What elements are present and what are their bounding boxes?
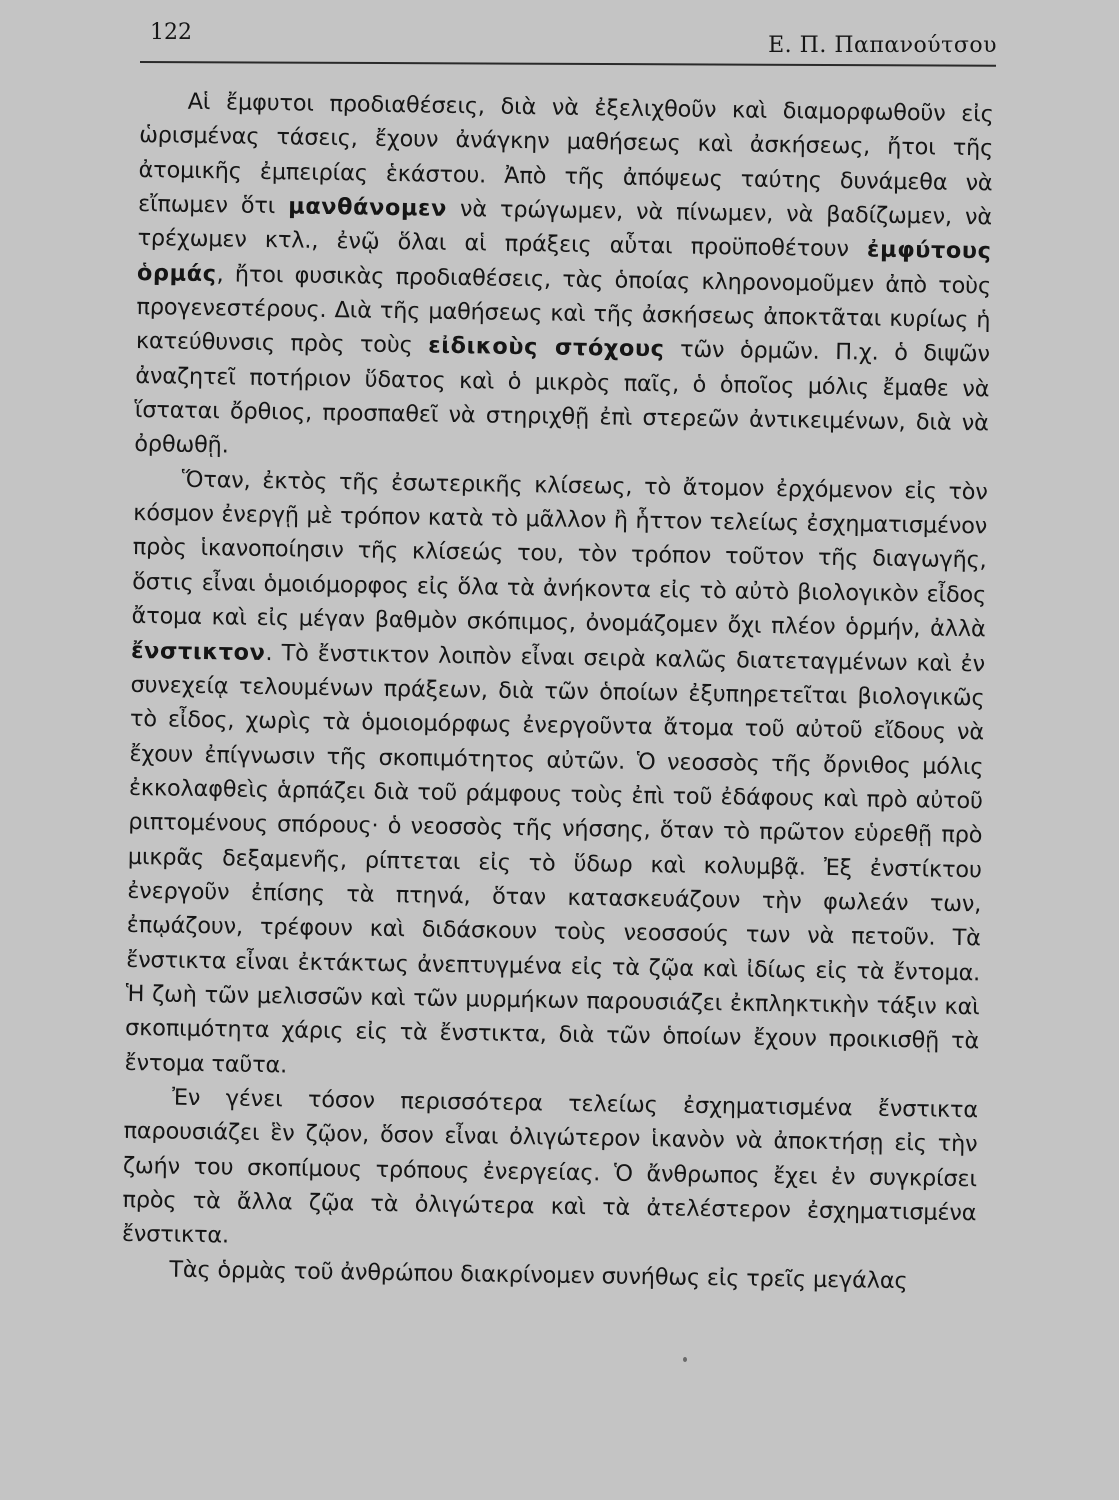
running-head: Ε. Π. Παπανούτσου	[768, 33, 997, 58]
text-run: . Τὸ ἔνστικτον λοιπὸν εἶναι σειρὰ καλῶς διατεταγμένων καὶ ἐν συνεχείᾳ τελουμένων πράξεων, διὰ τῶν ὁποίων ἐξυπηρετεῖται βιολογικῶς τὸ εἶδος, χωρὶς τὰ ὁμοιομόρφως ἐνεργοῦντα ἄτομα τοῦ αὐτοῦ εἴδους νὰ ἔχουν ἐπίγνωσιν τῆς σκοπιμότητος αὐτῶν. Ὁ νεοσσὸς τῆς ὄρνιθος μόλις ἐκκολαφθεὶς ἁρπάζει διὰ τοῦ ράμφους τοὺς ἐπὶ τοῦ ἐδάφους καὶ πρὸ αὐτοῦ ριπτομένους σπόρους· ὁ νεοσσὸς τῆς νήσσης, ὅταν τὸ πρῶτον εὑρεθῇ πρὸ μικρᾶς δεξαμενῆς, ρίπτεται εἰς τὸ ὕδωρ καὶ κολυμβᾷ. Ἐξ ἐνστίκτου ἐνεργοῦν ἐπίσης τὰ πτηνά, ὅταν κατασκευάζουν τὴν φωλεάν των, ἐπῳάζουν, τρέφουν καὶ διδάσκουν τοὺς νεοσσούς των νὰ πετοῦν. Τὰ ἔνστικτα εἶναι ἐκτάκτως ἀνεπτυγμένα εἰς τὰ ζῷα καὶ ἰδίως εἰς τὰ ἔντομα. Ἡ ζωὴ τῶν μελισσῶν καὶ τῶν μυρμήκων παρουσιάζει ἐκπληκτικὴν τάξιν καὶ σκοπιμότητα χάρις εἰς τὰ ἔνστικτα, διὰ τῶν ὁποίων ἔχουν προικισθῇ τὰ ἔντομα ταῦτα.	[124, 639, 986, 1079]
bold-term-emfytous-ormas: ἐμφύτους ὁρμάς	[136, 236, 992, 287]
paragraph-2	[124, 462, 988, 1094]
page-number: 122	[150, 20, 192, 45]
paragraph-1	[134, 84, 994, 475]
body-text	[121, 84, 994, 1299]
paragraph-4: Τὰς ὁρμὰς τοῦ ἀνθρώπου διακρίνομεν συνήθως εἰς τρεῖς μεγάλας	[169, 1256, 908, 1294]
paragraph-3: Ἐν γένει τόσον περισσότερα τελείως ἐσχηματισμένα ἔνστικτα παρουσιάζει ἓν ζῷον, ὅσον εἶναι ὀλιγώτερον ἱκανὸν νὰ ἀποκτήσῃ εἰς τὴν ζωήν του σκοπίμους τρόπους ἐνεργείας. Ὁ ἄνθρωπος ἔχει ἐν συγκρίσει πρὸς τὰ ἄλλα ζῷα τὰ ὀλιγώτερα καὶ τὰ ἀτελέστερον ἐσχηματισμένα ἔνστικτα.	[121, 1084, 979, 1249]
bold-term-enstikton: ἔνστικτον	[130, 637, 266, 666]
bold-term-eidikous-stochous: εἰδικοὺς στόχους	[428, 332, 665, 363]
text-run: νὰ τρώγωμεν, νὰ πίνωμεν, νὰ βαδίζωμεν, νὰ τρέχωμεν κτλ., ἐνῷ ὅλαι αἱ πράξεις αὗται προϋποθέτουν	[137, 195, 993, 263]
text-run: Αἱ ἔμφυτοι προδιαθέσεις, διὰ νὰ ἐξελιχθοῦν καὶ διαμορφωθοῦν εἰς ὡρισμένας τάσεις, ἔχουν ἀνάγκην μαθήσεως καὶ ἀσκήσεως, ἤτοι τῆς ἀτομικῆς ἐμπειρίας ἑκάστου. Ἀπὸ τῆς ἀπόψεως ταύτης δυνάμεθα νὰ εἴπωμεν ὅτι	[137, 88, 994, 220]
text-run: , ἤτοι φυσικὰς προδιαθέσεις, τὰς ὁποίας κληρονομοῦμεν ἀπὸ τοὺς προγενεστέρους. Διὰ τῆς μαθήσεως καὶ τῆς ἀσκήσεως ἀποκτᾶται κυρίως ἡ κατεύθυνσις πρὸς τοὺς	[135, 260, 992, 359]
text-run: τῶν ὁρμῶν. Π.χ. ὁ διψῶν ἀναζητεῖ ποτήριον ὕδατος καὶ ὁ μικρὸς παῖς, ὁ ὁποῖος μόλις ἔμαθε νὰ ἵσταται ὄρθιος, προσπαθεῖ νὰ στηριχθῇ ἐπὶ στερεῶν ἀντικειμένων, διὰ νὰ ὀρθωθῇ.	[134, 336, 991, 459]
paper-speck	[683, 1357, 687, 1362]
bold-term-manthanomen: μανθάνομεν	[288, 193, 448, 222]
header-rule	[140, 61, 996, 67]
text-run: Ὅταν, ἐκτὸς τῆς ἐσωτερικῆς κλίσεως, τὸ ἄτομον ἐρχόμενον εἰς τὸν κόσμον ἐνεργῇ μὲ τρόπον κατὰ τὸ μᾶλλον ἢ ἧττον τελείως ἐσχηματισμένον πρὸς ἱκανοποίησιν τῆς κλίσεώς του, τὸν τρόπον τοῦτον τῆς διαγωγῆς, ὅστις εἶναι ὁμοιόμορφος εἰς ὅλα τὰ ἀνήκοντα εἰς τὸ αὐτὸ βιολογικὸν εἶδος ἄτομα καὶ εἰς μέγαν βαθμὸν σκόπιμος, ὀνομάζομεν ὄχι πλέον ὁρμήν, ἀλλὰ	[131, 466, 988, 643]
